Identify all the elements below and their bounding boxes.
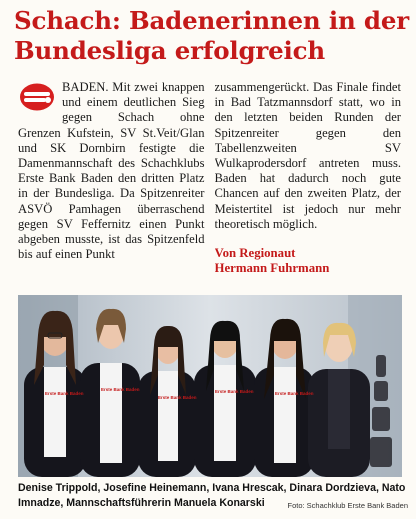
byline-line-1: Von Regionaut	[214, 246, 296, 261]
caption-names: Denise Trippold, Josefine Heinemann, Ivana Hrescak, Dinara Dordzieva, Nato Imnadze, Mannschaftsführerin Manuela Konarski	[18, 482, 406, 509]
shirt-print-3: Erste Bank Baden	[158, 395, 197, 400]
photo-credit: Foto: Schachklub Erste Bank Baden	[287, 501, 408, 510]
shirt-print-4: Erste Bank Baden	[215, 389, 254, 394]
byline	[215, 246, 402, 276]
shirt-print-1: Erste Bank Baden	[45, 391, 84, 396]
article-column-2	[215, 80, 402, 292]
photo-caption	[18, 481, 408, 513]
body-paragraph-2: zusammengerückt. Das Finale findet in Bad Tatzmannsdorf statt, wo in den letzten beiden Runden der Spitzenreiter gegen den Tabellenzweiten SV Wulkaprodersdorf antreten muss. Baden hat dadurch noch gute Chancen auf den zweiten Platz, der Meistertitel ist jedoch nur mehr theoretisch möglich.	[214, 80, 401, 231]
headline: Schach: Badenerinnen in der Bundesliga erfolgreich	[14, 6, 409, 65]
shirt-print-5: Erste Bank Baden	[275, 391, 314, 396]
body-paragraph-1: BADEN. Mit zwei knappen und einem deutlichen Sieg gegen Schach ohne Grenzen Kufstein, SV St.Veit/Glan und SK Dornbirn festigte die Damenmannschaft des Schachklubs Erste Bank Baden den dritten Platz in der Bundesliga. Da Spitzenreiter ASVÖ Pamhagen überraschend gegen SV Feffernitz einen Punkt abgeben musste, ist das Spitzenfeld bis auf einen Punkt	[18, 80, 205, 262]
article-body	[18, 80, 401, 292]
team-photo-illustration	[18, 295, 402, 477]
regionaut-logo-icon	[18, 82, 56, 112]
team-photo	[18, 295, 402, 477]
article-column-1	[18, 80, 205, 292]
byline-author: Hermann Fuhrmann	[214, 261, 330, 276]
shirt-print-2: Erste Bank Baden	[101, 387, 140, 392]
